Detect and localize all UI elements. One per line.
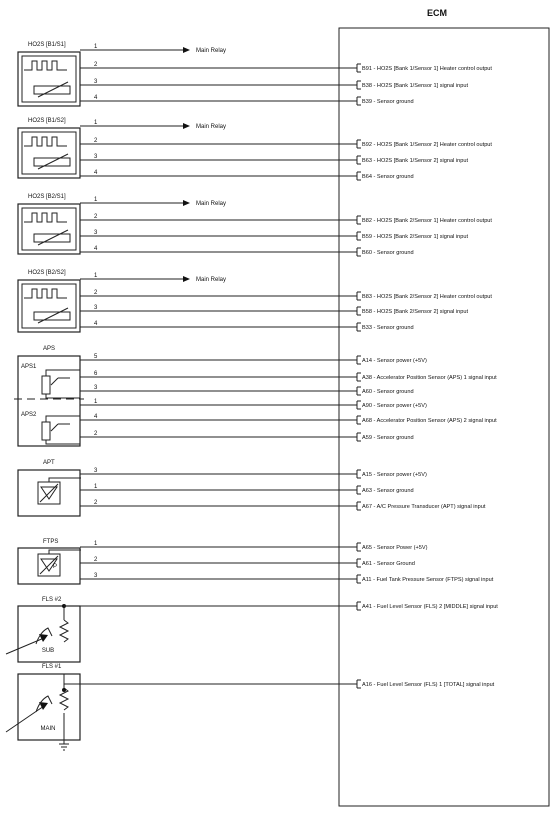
ecm-terminal-label: A63 - Sensor ground <box>362 488 414 494</box>
main-relay-label: Main Relay <box>196 48 227 54</box>
apt-title: APT <box>43 460 55 466</box>
ho2s-b2s2-box <box>18 280 80 332</box>
pin-number: 1 <box>94 44 98 50</box>
ecm-terminal-label: A68 - Accelerator Position Sensor (APS) 2 signal input <box>362 418 497 424</box>
pin-number: 4 <box>94 170 98 176</box>
pin-number: 4 <box>94 321 98 327</box>
ecm-terminal-label: A15 - Sensor power (+5V) <box>362 472 427 478</box>
ecm-terminal <box>357 232 361 240</box>
ecm-terminal-label: B58 - HO2S [Bank 2/Sensor 2] signal input <box>362 309 469 315</box>
pin-number: 1 <box>94 541 98 547</box>
heater-element <box>24 137 67 146</box>
fls1-component <box>6 664 495 750</box>
ground-symbol <box>59 713 69 750</box>
fls2-component <box>6 597 498 662</box>
relay-arrow <box>183 200 190 206</box>
ecm-terminal-label: A65 - Sensor Power (+5V) <box>362 545 428 551</box>
ho2s-b1s1-component <box>18 42 492 106</box>
ecm-terminal <box>357 323 361 331</box>
variable-arrow <box>38 154 68 169</box>
ecm-terminal-label: B33 - Sensor ground <box>362 325 414 331</box>
relay-arrow <box>183 123 190 129</box>
ho2s-b1s2-title: HO2S [B1/S2] <box>28 118 66 124</box>
ecm-terminal-label: B39 - Sensor ground <box>362 99 414 105</box>
aps2-label: APS2 <box>21 412 37 418</box>
ho2s-b1s1-box <box>18 52 80 106</box>
pin-number: 4 <box>94 246 98 252</box>
heater-element <box>24 213 67 222</box>
ecm-terminal-label: B82 - HO2S [Bank 2/Sensor 1] Heater control output <box>362 218 492 224</box>
ecm-terminal <box>357 307 361 315</box>
pin-number: 1 <box>94 120 98 126</box>
ecm-terminal <box>357 433 361 441</box>
variable-arrow <box>38 82 68 97</box>
ecm-terminal <box>357 559 361 567</box>
ecm-terminal <box>357 356 361 364</box>
pin-number: 2 <box>94 138 98 144</box>
pin-number: 6 <box>94 371 98 377</box>
apt-component <box>18 460 486 516</box>
pin-number: 2 <box>94 62 98 68</box>
pin-number: 3 <box>94 79 98 85</box>
ho2s-b2s2-inner-box <box>22 284 76 328</box>
pin-number: 3 <box>94 154 98 160</box>
pot-wiring <box>46 370 80 398</box>
aps-title: APS <box>43 346 56 352</box>
ho2s-b2s1-box <box>18 204 80 254</box>
ecm-terminal-label: B59 - HO2S [Bank 2/Sensor 1] signal input <box>362 234 469 240</box>
float-arm <box>6 638 44 654</box>
pin-number: 1 <box>94 484 98 490</box>
aps1-label: APS1 <box>21 364 37 370</box>
ecm-terminal <box>357 502 361 510</box>
ecm-terminal-label: A14 - Sensor power (+5V) <box>362 358 427 364</box>
ecm-terminal-label: A41 - Fuel Level Sensor (FLS) 2 [MIDDLE] signal input <box>362 604 498 610</box>
ecm-terminal <box>357 172 361 180</box>
ecm-terminal <box>357 373 361 381</box>
ho2s-b2s1-title: HO2S [B2/S1] <box>28 194 66 200</box>
aps-component <box>14 346 497 446</box>
main-relay-label: Main Relay <box>196 277 227 283</box>
ecm-terminal <box>357 140 361 148</box>
fls2-title: FLS #2 <box>42 597 62 603</box>
ecm-terminal-label: A16 - Fuel Level Sensor (FLS) 1 [TOTAL] signal input <box>362 682 495 688</box>
fls1-title: FLS #1 <box>42 664 62 670</box>
ho2s-b1s2-component <box>18 118 492 180</box>
ecm-terminal <box>357 543 361 551</box>
potentiometer <box>42 376 50 394</box>
ho2s-b2s2-component <box>18 270 492 332</box>
ecm-terminal-label: A59 - Sensor ground <box>362 435 414 441</box>
ecm-terminal <box>357 97 361 105</box>
ecm-terminal-label: B92 - HO2S [Bank 1/Sensor 2] Heater control output <box>362 142 492 148</box>
pin-number: 1 <box>94 273 98 279</box>
ecm-terminal <box>357 156 361 164</box>
variable-arrow <box>38 230 68 245</box>
relay-arrow <box>183 47 190 53</box>
ecm-terminal-label: B63 - HO2S [Bank 1/Sensor 2] signal input <box>362 158 469 164</box>
ecm-terminal-label: A67 - A/C Pressure Transducer (APT) signal input <box>362 504 486 510</box>
fls2-sub-label: SUB <box>41 648 55 654</box>
ecm-terminal <box>357 64 361 72</box>
junction-dot <box>62 688 66 692</box>
heater-element <box>24 61 67 70</box>
ho2s-b1s2-inner-box <box>22 132 76 174</box>
pin-number: 2 <box>94 431 98 437</box>
level-resistor <box>60 620 68 642</box>
pin-number: 4 <box>94 414 98 420</box>
ecm-terminal <box>357 486 361 494</box>
pin-number: 2 <box>94 290 98 296</box>
ho2s-b2s1-inner-box <box>22 208 76 250</box>
fls1-sub-label: MAIN <box>40 726 56 732</box>
ecm-terminal <box>357 387 361 395</box>
ecm-terminal <box>357 81 361 89</box>
ecm-terminal <box>357 216 361 224</box>
ho2s-b2s2-title: HO2S [B2/S2] <box>28 270 66 276</box>
ecm-title: ECM <box>427 8 447 18</box>
pin-number: 1 <box>94 399 98 405</box>
wiper-arrow <box>51 378 70 385</box>
ho2s-b1s2-box <box>18 128 80 178</box>
ecm-terminal-label: A90 - Sensor power (+5V) <box>362 403 427 409</box>
pin-number: 2 <box>94 214 98 220</box>
pin-number: 1 <box>94 197 98 203</box>
pin-number: 3 <box>94 385 98 391</box>
ecm-terminal <box>357 470 361 478</box>
ecm-terminal-label: A60 - Sensor ground <box>362 389 414 395</box>
pin-number: 3 <box>94 573 98 579</box>
pin-number: 3 <box>94 305 98 311</box>
ho2s-b2s1-component <box>18 194 492 256</box>
ho2s-b1s1-title: HO2S [B1/S1] <box>28 42 66 48</box>
pot-wiring <box>46 416 80 444</box>
float-arm <box>6 706 44 732</box>
sensor-wiring <box>49 478 81 482</box>
ecm-terminal <box>357 575 361 583</box>
pin-number: 3 <box>94 468 98 474</box>
pin-number: 5 <box>94 354 98 360</box>
ecm-terminal <box>357 416 361 424</box>
ecm-terminal-label: B91 - HO2S [Bank 1/Sensor 1] Heater control output <box>362 66 492 72</box>
variable-arrow <box>38 308 68 323</box>
ecm-terminal-label: B64 - Sensor ground <box>362 174 414 180</box>
ecm-terminal-label: A11 - Fuel Tank Pressure Sensor (FTPS) signal input <box>362 577 494 583</box>
ecm-terminal-label: A61 - Sensor Ground <box>362 561 415 567</box>
ecm-terminal <box>357 680 361 688</box>
ecm-terminal-label: A38 - Accelerator Position Sensor (APS) 1 signal input <box>362 375 497 381</box>
main-relay-label: Main Relay <box>196 201 227 207</box>
pin-number: 4 <box>94 95 98 101</box>
pressure-symbol: P <box>53 564 58 570</box>
ecm-terminal <box>357 248 361 256</box>
heater-element <box>24 289 67 298</box>
sensor-wiring <box>49 550 81 554</box>
pin-number: 3 <box>94 230 98 236</box>
ftps-title: FTPS <box>43 539 59 545</box>
ho2s-b1s1-inner-box <box>22 56 76 102</box>
ftps-component <box>18 539 494 584</box>
ecm-terminal <box>357 602 361 610</box>
ecm-terminal <box>357 401 361 409</box>
pin-number: 2 <box>94 557 98 563</box>
wiper-arrow <box>51 424 70 431</box>
potentiometer <box>42 422 50 440</box>
ecm-terminal-label: B38 - HO2S [Bank 1/Sensor 1] signal input <box>362 83 469 89</box>
ecm-terminal-label: B83 - HO2S [Bank 2/Sensor 2] Heater control output <box>362 294 492 300</box>
diagram-body <box>6 42 498 750</box>
ecm-terminal-label: B60 - Sensor ground <box>362 250 414 256</box>
relay-arrow <box>183 276 190 282</box>
ecm-terminal <box>357 292 361 300</box>
pin-number: 2 <box>94 500 98 506</box>
main-relay-label: Main Relay <box>196 124 227 130</box>
